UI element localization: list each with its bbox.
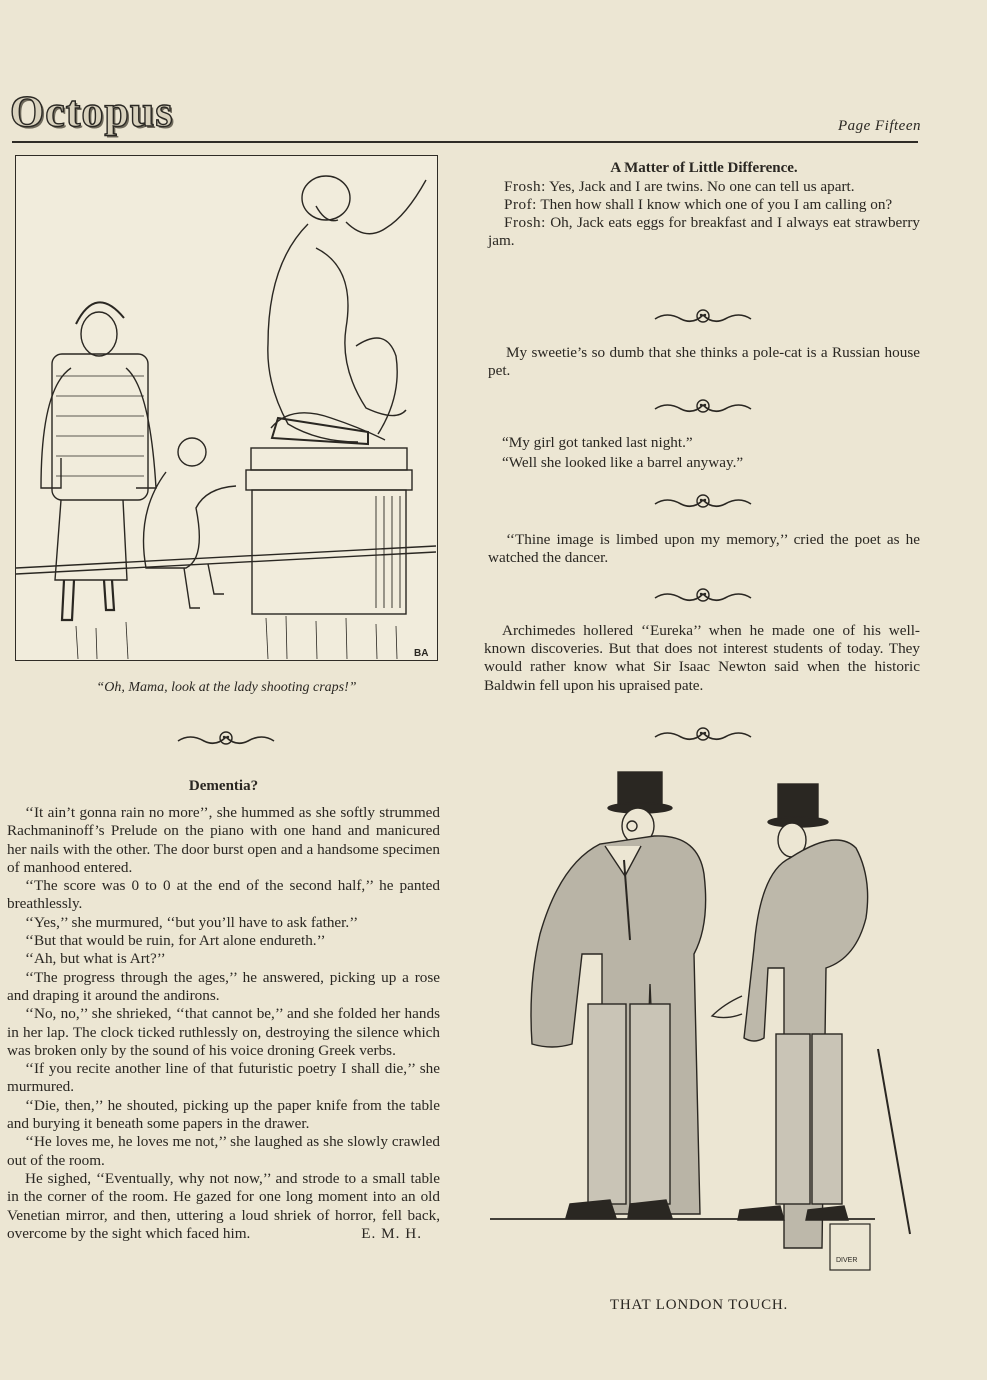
ornament-divider-icon <box>653 398 753 416</box>
paragraph: ‘‘The score was 0 to 0 at the end of the second half,’’ he panted breathlessly. <box>7 877 440 913</box>
paragraph: ‘‘Yes,’’ she murmured, ‘‘but you’ll have to ask father.’’ <box>25 913 359 931</box>
header-rule <box>12 141 918 143</box>
dialog-line <box>488 196 920 214</box>
speaker-label: Prof: <box>504 196 537 213</box>
gentlemen-drawing <box>490 764 918 1294</box>
paragraph: ‘‘Ah, but what is Art?’’ <box>25 950 166 968</box>
ornament-divider-icon <box>653 493 753 511</box>
dialog-text: Then how shall I know which one of you I am calling on? <box>540 196 893 213</box>
artist-mark: DIVER <box>836 1257 858 1264</box>
joke-text: Archimedes hollered ‘‘Eureka’’ when he made one of his well-known discoveries. But that does not interest students of today. They would rather know what Sir Isaac Newton said when the historic Baldwin fell upon his upraised pate. <box>484 622 920 694</box>
paragraph: ‘‘If you recite another line of that futuristic poetry I shall die,’’ she murmured. <box>7 1060 440 1096</box>
joke-sweetie <box>488 344 920 380</box>
joke-poet <box>488 531 920 567</box>
speaker-label: Frosh: <box>504 214 546 231</box>
joke-line-2: “Well she looked like a barrel anyway.” <box>502 454 744 472</box>
ornament-divider-icon <box>176 730 276 748</box>
dialog-text: Oh, Jack eats eggs for breakfast and I always eat strawberry jam. <box>488 214 920 249</box>
author-signature: E. M. H. <box>361 1224 422 1242</box>
joke-text: ‘‘Thine image is limbed upon my memory,’’ cried the poet as he watched the dancer. <box>488 531 920 567</box>
cartoon-london-illustration <box>490 764 918 1294</box>
paragraph: ‘‘Die, then,’’ he shouted, picking up the paper knife from the table and burying it beneath some papers in the drawer. <box>7 1096 440 1133</box>
paragraph <box>7 1170 440 1243</box>
joke-tanked <box>488 434 920 472</box>
ornament-divider-icon <box>653 587 753 605</box>
speaker-label: Frosh: <box>504 178 546 195</box>
statue-drawing <box>16 156 436 659</box>
dialog-line <box>488 214 920 250</box>
paragraph-text: He sighed, ‘‘Eventually, why not now,’’ and strode to a small table in the corner of the room. He gazed for one long moment into an old Venetian mirror, and then, uttering a loud shriek of horror, fell back, overcome by the sight which faced him. <box>7 1169 440 1242</box>
joke-text: My sweetie’s so dumb that she thinks a pole-cat is a Russian house pet. <box>488 344 920 380</box>
cartoon-caption-left: “Oh, Mama, look at the lady shooting craps!” <box>96 680 357 695</box>
paragraph: ‘‘He loves me, he loves me not,’’ she laughed as she slowly crawled out of the room. <box>7 1133 440 1169</box>
page-number: Page Fifteen <box>837 118 921 134</box>
masthead-logo: Octopus <box>10 87 174 136</box>
ornament-divider-icon <box>653 726 753 744</box>
joke-line-1: “My girl got tanked last night.” <box>502 434 693 451</box>
paragraph: ‘‘The progress through the ages,’’ he answered, picking up a rose and draping it around the andirons. <box>7 968 440 1004</box>
dialog-text: Yes, Jack and I are twins. No one can tell us apart. <box>549 178 855 195</box>
joke-archimedes <box>484 622 920 695</box>
dialog-line <box>488 178 920 196</box>
paragraph: ‘‘No, no,’’ she shrieked, ‘‘that cannot be,’’ and she folded her hands in her lap. The clock ticked ruthlessly on, destroying the silence which was broken only by the sound of his voice droning Greek verbs. <box>7 1005 440 1059</box>
ornament-divider-icon <box>653 308 753 326</box>
article-title-dementia: Dementia? <box>188 778 259 794</box>
article-body-dementia <box>7 804 440 1243</box>
cartoon-statue-illustration <box>15 155 438 661</box>
article-title-matter: A Matter of Little Difference. <box>610 160 798 176</box>
paragraph: ‘‘But that would be ruin, for Art alone endureth.’’ <box>25 932 326 950</box>
paragraph: ‘‘It ain’t gonna rain no more’’, she hummed as she softly strummed Rachmaninoff’s Prelude on the piano with one hand and manicured her nails with the other. The door burst open and a handsome specimen of manhood entered. <box>7 804 440 876</box>
artist-initials: BA <box>414 648 429 659</box>
article-body-matter <box>488 178 920 250</box>
cartoon-caption-right: THAT LONDON TOUCH. <box>609 1297 789 1313</box>
